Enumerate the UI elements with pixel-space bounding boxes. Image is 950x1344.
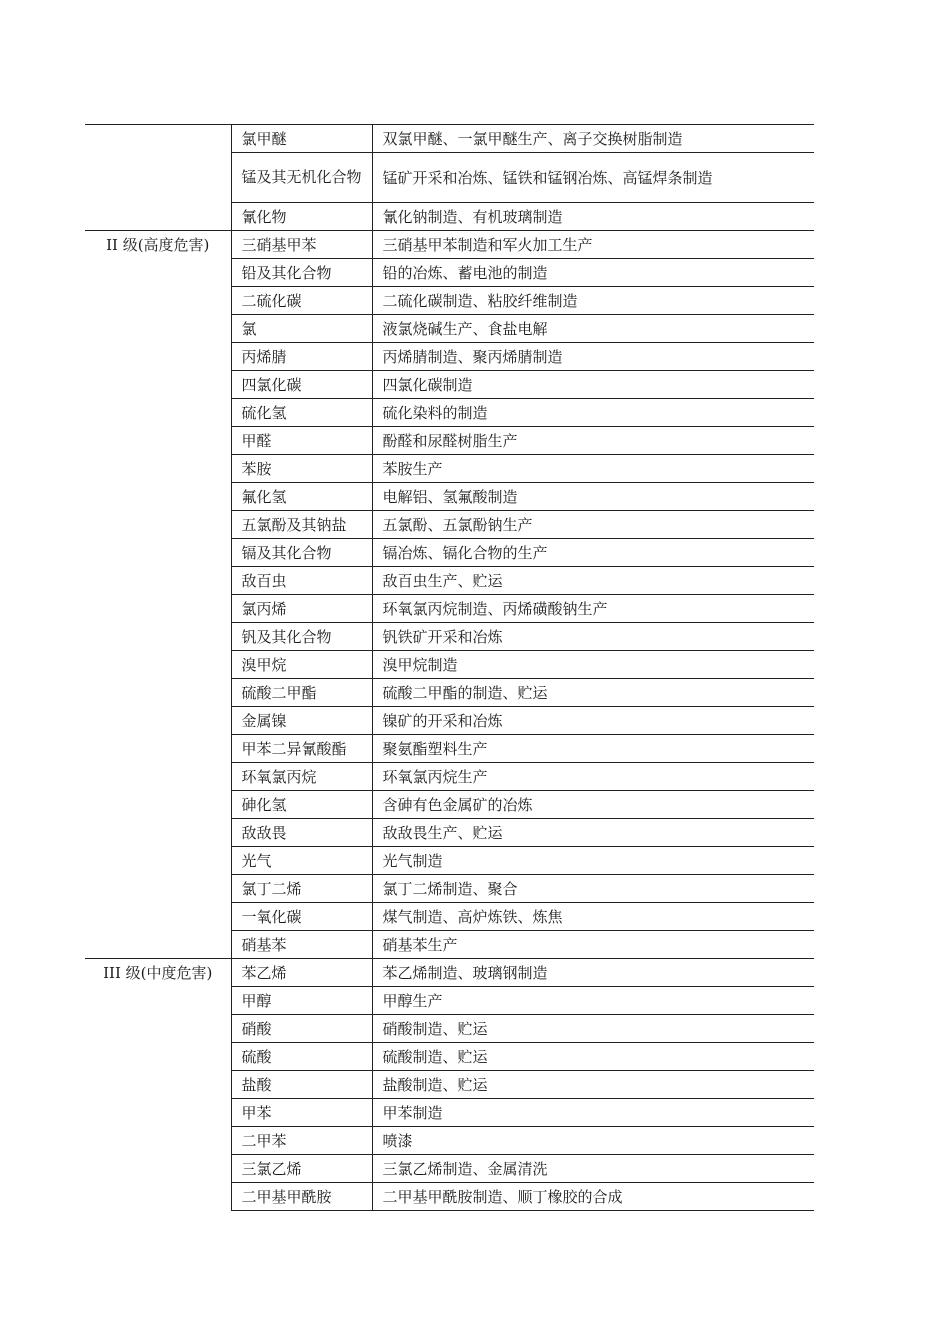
substance-cell: 金属镍 [231, 707, 372, 735]
industry-cell: 三硝基甲苯制造和军火加工生产 [372, 231, 814, 259]
hazard-classification-table [85, 124, 814, 1211]
substance-cell: 硫酸 [231, 1043, 372, 1071]
substance-cell: 氰化物 [231, 203, 372, 231]
industry-cell: 双氯甲醚、一氯甲醚生产、离子交换树脂制造 [372, 125, 814, 153]
hazard-level-cell [85, 125, 231, 231]
industry-cell: 五氯酚、五氯酚钠生产 [372, 511, 814, 539]
table-body [85, 125, 814, 1211]
industry-cell: 含砷有色金属矿的冶炼 [372, 791, 814, 819]
substance-cell: 氯 [231, 315, 372, 343]
substance-cell: 氯甲醚 [231, 125, 372, 153]
industry-cell: 甲苯制造 [372, 1099, 814, 1127]
industry-cell: 氯丁二烯制造、聚合 [372, 875, 814, 903]
substance-cell: 四氯化碳 [231, 371, 372, 399]
substance-cell: 光气 [231, 847, 372, 875]
industry-cell: 三氯乙烯制造、金属清洗 [372, 1155, 814, 1183]
industry-cell: 丙烯腈制造、聚丙烯腈制造 [372, 343, 814, 371]
substance-cell: 苯乙烯 [231, 959, 372, 987]
substance-cell: 锰及其无机化合物 [231, 153, 372, 203]
substance-cell: 二硫化碳 [231, 287, 372, 315]
substance-cell: 硝基苯 [231, 931, 372, 959]
industry-cell: 硫化染料的制造 [372, 399, 814, 427]
industry-cell: 硝基苯生产 [372, 931, 814, 959]
substance-cell: 苯胺 [231, 455, 372, 483]
industry-cell: 电解铝、氢氟酸制造 [372, 483, 814, 511]
substance-cell: 一氧化碳 [231, 903, 372, 931]
industry-cell: 酚醛和尿醛树脂生产 [372, 427, 814, 455]
substance-cell: 敌敌畏 [231, 819, 372, 847]
industry-cell: 敌百虫生产、贮运 [372, 567, 814, 595]
substance-cell: 二甲苯 [231, 1127, 372, 1155]
substance-cell: 氟化氢 [231, 483, 372, 511]
table-row [85, 959, 814, 987]
substance-cell: 甲苯 [231, 1099, 372, 1127]
industry-cell: 敌敌畏生产、贮运 [372, 819, 814, 847]
industry-cell: 四氯化碳制造 [372, 371, 814, 399]
industry-cell: 溴甲烷制造 [372, 651, 814, 679]
industry-cell: 苯胺生产 [372, 455, 814, 483]
substance-cell: 钒及其化合物 [231, 623, 372, 651]
industry-cell: 镍矿的开采和冶炼 [372, 707, 814, 735]
hazard-level-cell: II 级(高度危害) [85, 231, 231, 959]
industry-cell: 氰化钠制造、有机玻璃制造 [372, 203, 814, 231]
substance-cell: 三硝基甲苯 [231, 231, 372, 259]
substance-cell: 硝酸 [231, 1015, 372, 1043]
table-row [85, 125, 814, 153]
substance-cell: 盐酸 [231, 1071, 372, 1099]
industry-cell: 镉冶炼、镉化合物的生产 [372, 539, 814, 567]
substance-cell: 甲醇 [231, 987, 372, 1015]
industry-cell: 硫酸二甲酯的制造、贮运 [372, 679, 814, 707]
industry-cell: 液氯烧碱生产、食盐电解 [372, 315, 814, 343]
industry-cell: 钒铁矿开采和冶炼 [372, 623, 814, 651]
substance-cell: 氯丁二烯 [231, 875, 372, 903]
industry-cell: 铅的冶炼、蓄电池的制造 [372, 259, 814, 287]
industry-cell: 二甲基甲酰胺制造、顺丁橡胶的合成 [372, 1183, 814, 1211]
substance-cell: 丙烯腈 [231, 343, 372, 371]
substance-cell: 硫化氢 [231, 399, 372, 427]
substance-cell: 铅及其化合物 [231, 259, 372, 287]
industry-cell: 光气制造 [372, 847, 814, 875]
substance-cell: 甲醛 [231, 427, 372, 455]
substance-cell: 溴甲烷 [231, 651, 372, 679]
substance-cell: 甲苯二异氰酸酯 [231, 735, 372, 763]
industry-cell: 硫酸制造、贮运 [372, 1043, 814, 1071]
industry-cell: 聚氨酯塑料生产 [372, 735, 814, 763]
hazard-level-cell: III 级(中度危害) [85, 959, 231, 1211]
substance-cell: 氯丙烯 [231, 595, 372, 623]
industry-cell: 甲醇生产 [372, 987, 814, 1015]
industry-cell: 煤气制造、高炉炼铁、炼焦 [372, 903, 814, 931]
industry-cell: 硝酸制造、贮运 [372, 1015, 814, 1043]
table-row [85, 231, 814, 259]
substance-cell: 五氯酚及其钠盐 [231, 511, 372, 539]
industry-cell: 苯乙烯制造、玻璃钢制造 [372, 959, 814, 987]
industry-cell: 环氧氯丙烷制造、丙烯磺酸钠生产 [372, 595, 814, 623]
substance-cell: 敌百虫 [231, 567, 372, 595]
substance-cell: 三氯乙烯 [231, 1155, 372, 1183]
substance-cell: 二甲基甲酰胺 [231, 1183, 372, 1211]
industry-cell: 盐酸制造、贮运 [372, 1071, 814, 1099]
industry-cell: 喷漆 [372, 1127, 814, 1155]
substance-cell: 环氧氯丙烷 [231, 763, 372, 791]
industry-cell: 二硫化碳制造、粘胶纤维制造 [372, 287, 814, 315]
substance-cell: 镉及其化合物 [231, 539, 372, 567]
industry-cell: 锰矿开采和冶炼、锰铁和锰钢冶炼、高锰焊条制造 [372, 153, 814, 203]
substance-cell: 硫酸二甲酯 [231, 679, 372, 707]
industry-cell: 环氧氯丙烷生产 [372, 763, 814, 791]
substance-cell: 砷化氢 [231, 791, 372, 819]
